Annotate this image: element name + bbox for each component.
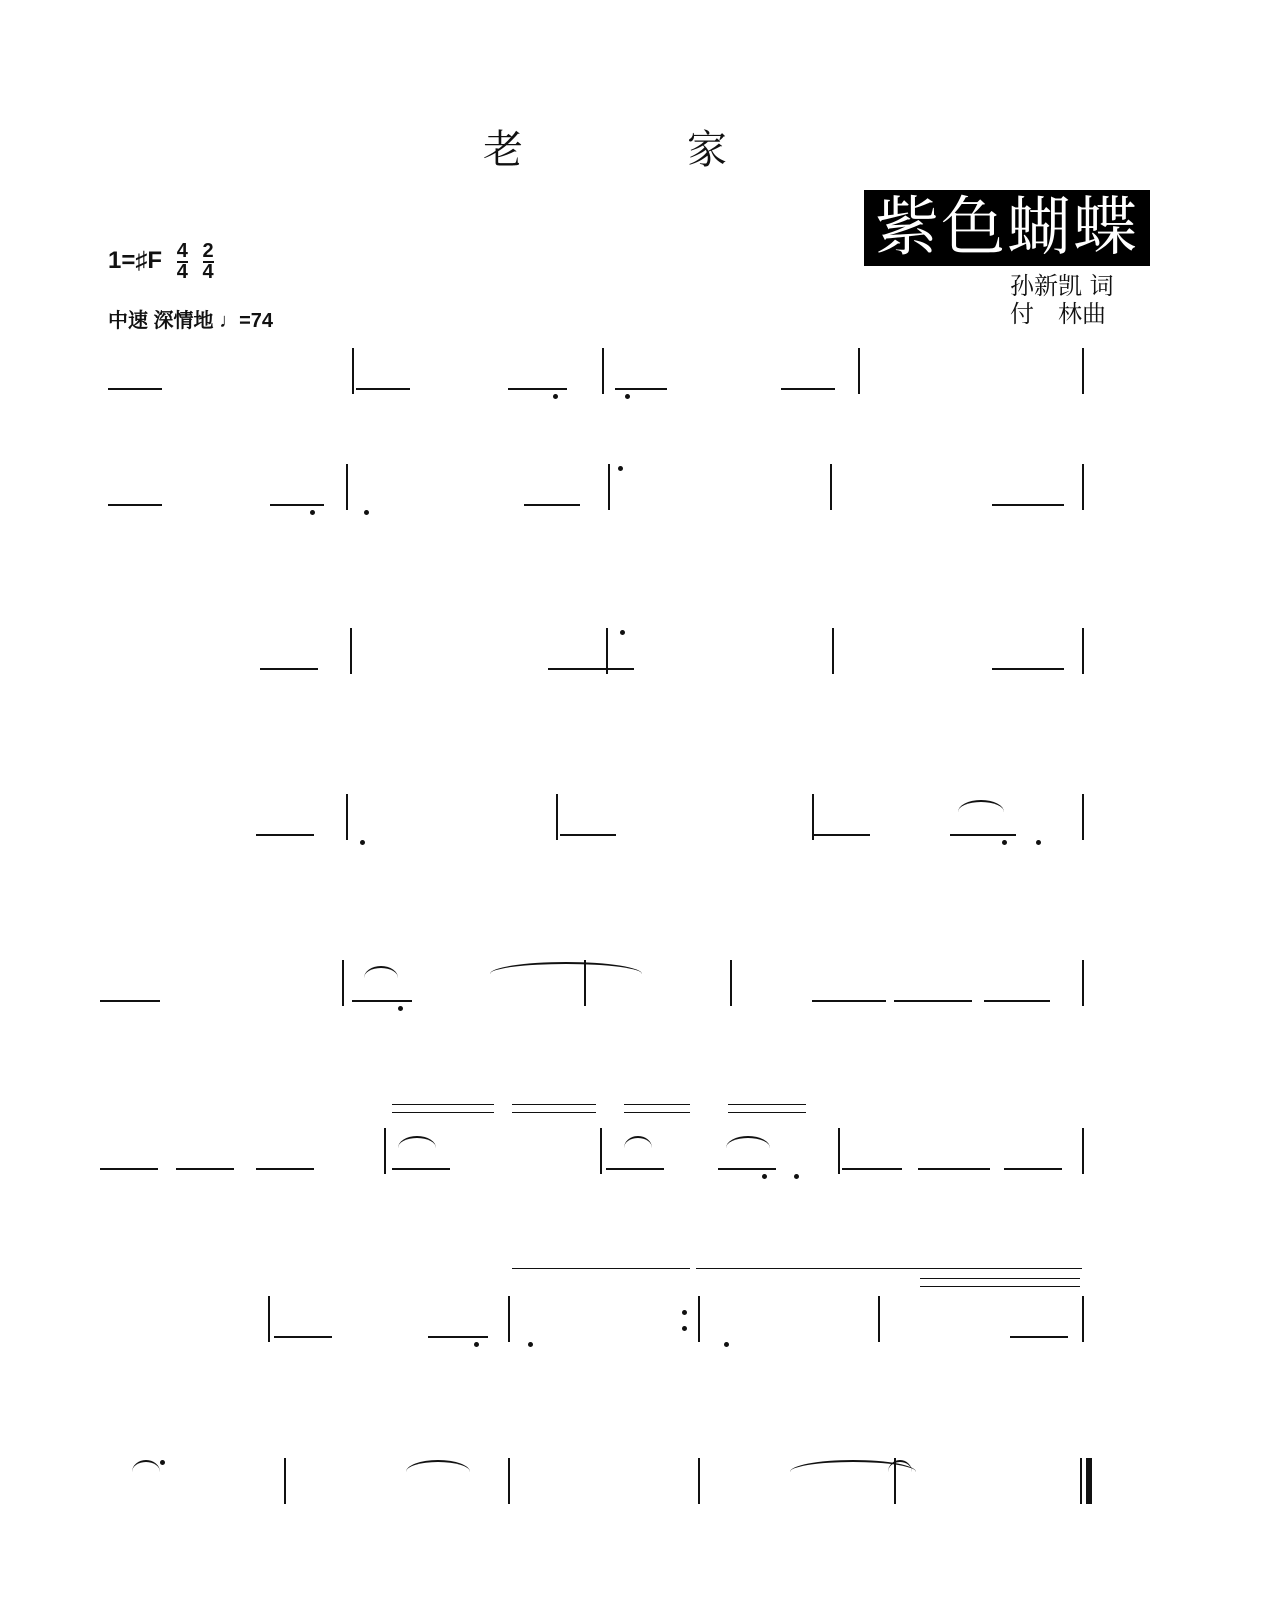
hairpin-line (512, 1112, 596, 1113)
beam-underline (270, 504, 324, 506)
hairpin-line (392, 1104, 494, 1105)
time-signature-4-4: $\frac{4}{4}$ (176, 240, 188, 283)
octave-dot-high (160, 1460, 165, 1465)
beam-underline (176, 1168, 234, 1170)
beam-underline (392, 1168, 450, 1170)
barline (1082, 348, 1084, 394)
barline (600, 1128, 602, 1174)
barline (698, 1458, 700, 1504)
hairpin-line (624, 1104, 690, 1105)
barline (346, 464, 348, 510)
octave-dot-low (794, 1174, 799, 1179)
slur-tie (490, 962, 642, 974)
volta-1-bracket (512, 1268, 690, 1269)
barline (350, 628, 352, 674)
page-title: 老 家 (483, 127, 789, 173)
lyricist-credit: 孙新凯 词 (1010, 272, 1114, 300)
beam-underline (992, 504, 1064, 506)
hairpin-line (728, 1112, 806, 1113)
barline (346, 794, 348, 840)
beam-underline (274, 1336, 332, 1338)
beam-underline (992, 668, 1064, 670)
barline (284, 1458, 286, 1504)
barline (878, 1296, 880, 1342)
octave-dot-low (310, 510, 315, 515)
beam-underline (428, 1336, 488, 1338)
slur-tie (132, 1460, 160, 1472)
slur-tie (726, 1136, 770, 1148)
octave-dot-low (398, 1006, 403, 1011)
octave-dot-low (724, 1342, 729, 1347)
beam-underline (814, 834, 870, 836)
barline (830, 464, 832, 510)
beam-underline (606, 1168, 664, 1170)
barline (812, 794, 814, 840)
hairpin-line (624, 1112, 690, 1113)
octave-dot-low (474, 1342, 479, 1347)
barline (556, 794, 558, 840)
beam-underline (842, 1168, 902, 1170)
beam-underline (256, 1168, 314, 1170)
beam-underline (508, 388, 567, 390)
repeat-dot (682, 1326, 687, 1331)
octave-dot-low (625, 394, 630, 399)
slur-tie (364, 966, 398, 978)
beam-underline (524, 504, 580, 506)
slur-tie (406, 1460, 470, 1472)
beam-underline (812, 1000, 886, 1002)
tempo-marking: 中速 深情地 ♩=74 (108, 310, 274, 332)
beam-underline (984, 1000, 1050, 1002)
slur-tie (958, 800, 1004, 812)
barline (508, 1296, 510, 1342)
beam-underline (100, 1000, 160, 1002)
beam-underline (100, 1168, 158, 1170)
beam-underline (108, 388, 162, 390)
volta-2-bracket (696, 1268, 1082, 1269)
barline (384, 1128, 386, 1174)
barline (1082, 794, 1084, 840)
beam-underline (548, 668, 634, 670)
slur-tie (888, 1460, 912, 1472)
barline (352, 348, 354, 394)
beam-underline (560, 834, 616, 836)
slur-tie (624, 1136, 652, 1148)
octave-dot-low (553, 394, 558, 399)
beam-underline (356, 388, 410, 390)
barline (730, 960, 732, 1006)
barline (608, 464, 610, 510)
time-signature-2-4: $\frac{2}{4}$ (202, 240, 214, 283)
beam-underline (718, 1168, 776, 1170)
barline (838, 1128, 840, 1174)
key-signature (108, 242, 214, 281)
beam-underline (950, 834, 1016, 836)
barline (1080, 1458, 1082, 1504)
beam-underline (918, 1168, 990, 1170)
watermark-logo: 紫色蝴蝶 (864, 190, 1150, 266)
beam-underline (1010, 1336, 1068, 1338)
octave-dot-low (762, 1174, 767, 1179)
barline (1082, 1296, 1084, 1342)
barline (832, 628, 834, 674)
barline (342, 960, 344, 1006)
octave-dot-high (620, 630, 625, 635)
hairpin-line (920, 1286, 1080, 1287)
beam-underline (615, 388, 667, 390)
beam-underline (260, 668, 318, 670)
barline (1082, 628, 1084, 674)
barline (1082, 1128, 1084, 1174)
octave-dot-low (528, 1342, 533, 1347)
key-label: 1=♯F (108, 246, 163, 274)
hairpin-line (392, 1112, 494, 1113)
beam-underline (894, 1000, 972, 1002)
composer-credit: 付 林曲 (1010, 300, 1106, 328)
barline (858, 348, 860, 394)
barline (1082, 960, 1084, 1006)
beam-underline (781, 388, 835, 390)
hairpin-line (920, 1278, 1080, 1279)
octave-dot-low (1036, 840, 1041, 845)
octave-dot-high (618, 466, 623, 471)
octave-dot-low (364, 510, 369, 515)
octave-dot-low (1002, 840, 1007, 845)
slur-tie (398, 1136, 436, 1148)
repeat-dot (682, 1310, 687, 1315)
barline (698, 1296, 700, 1342)
hairpin-line (728, 1104, 806, 1105)
beam-underline (256, 834, 314, 836)
barline (606, 628, 608, 674)
barline (508, 1458, 510, 1504)
beam-underline (352, 1000, 412, 1002)
beam-underline (108, 504, 162, 506)
beam-underline (1004, 1168, 1062, 1170)
octave-dot-low (360, 840, 365, 845)
barline (602, 348, 604, 394)
final-barline (1088, 1458, 1092, 1504)
barline (268, 1296, 270, 1342)
hairpin-line (512, 1104, 596, 1105)
barline (1082, 464, 1084, 510)
